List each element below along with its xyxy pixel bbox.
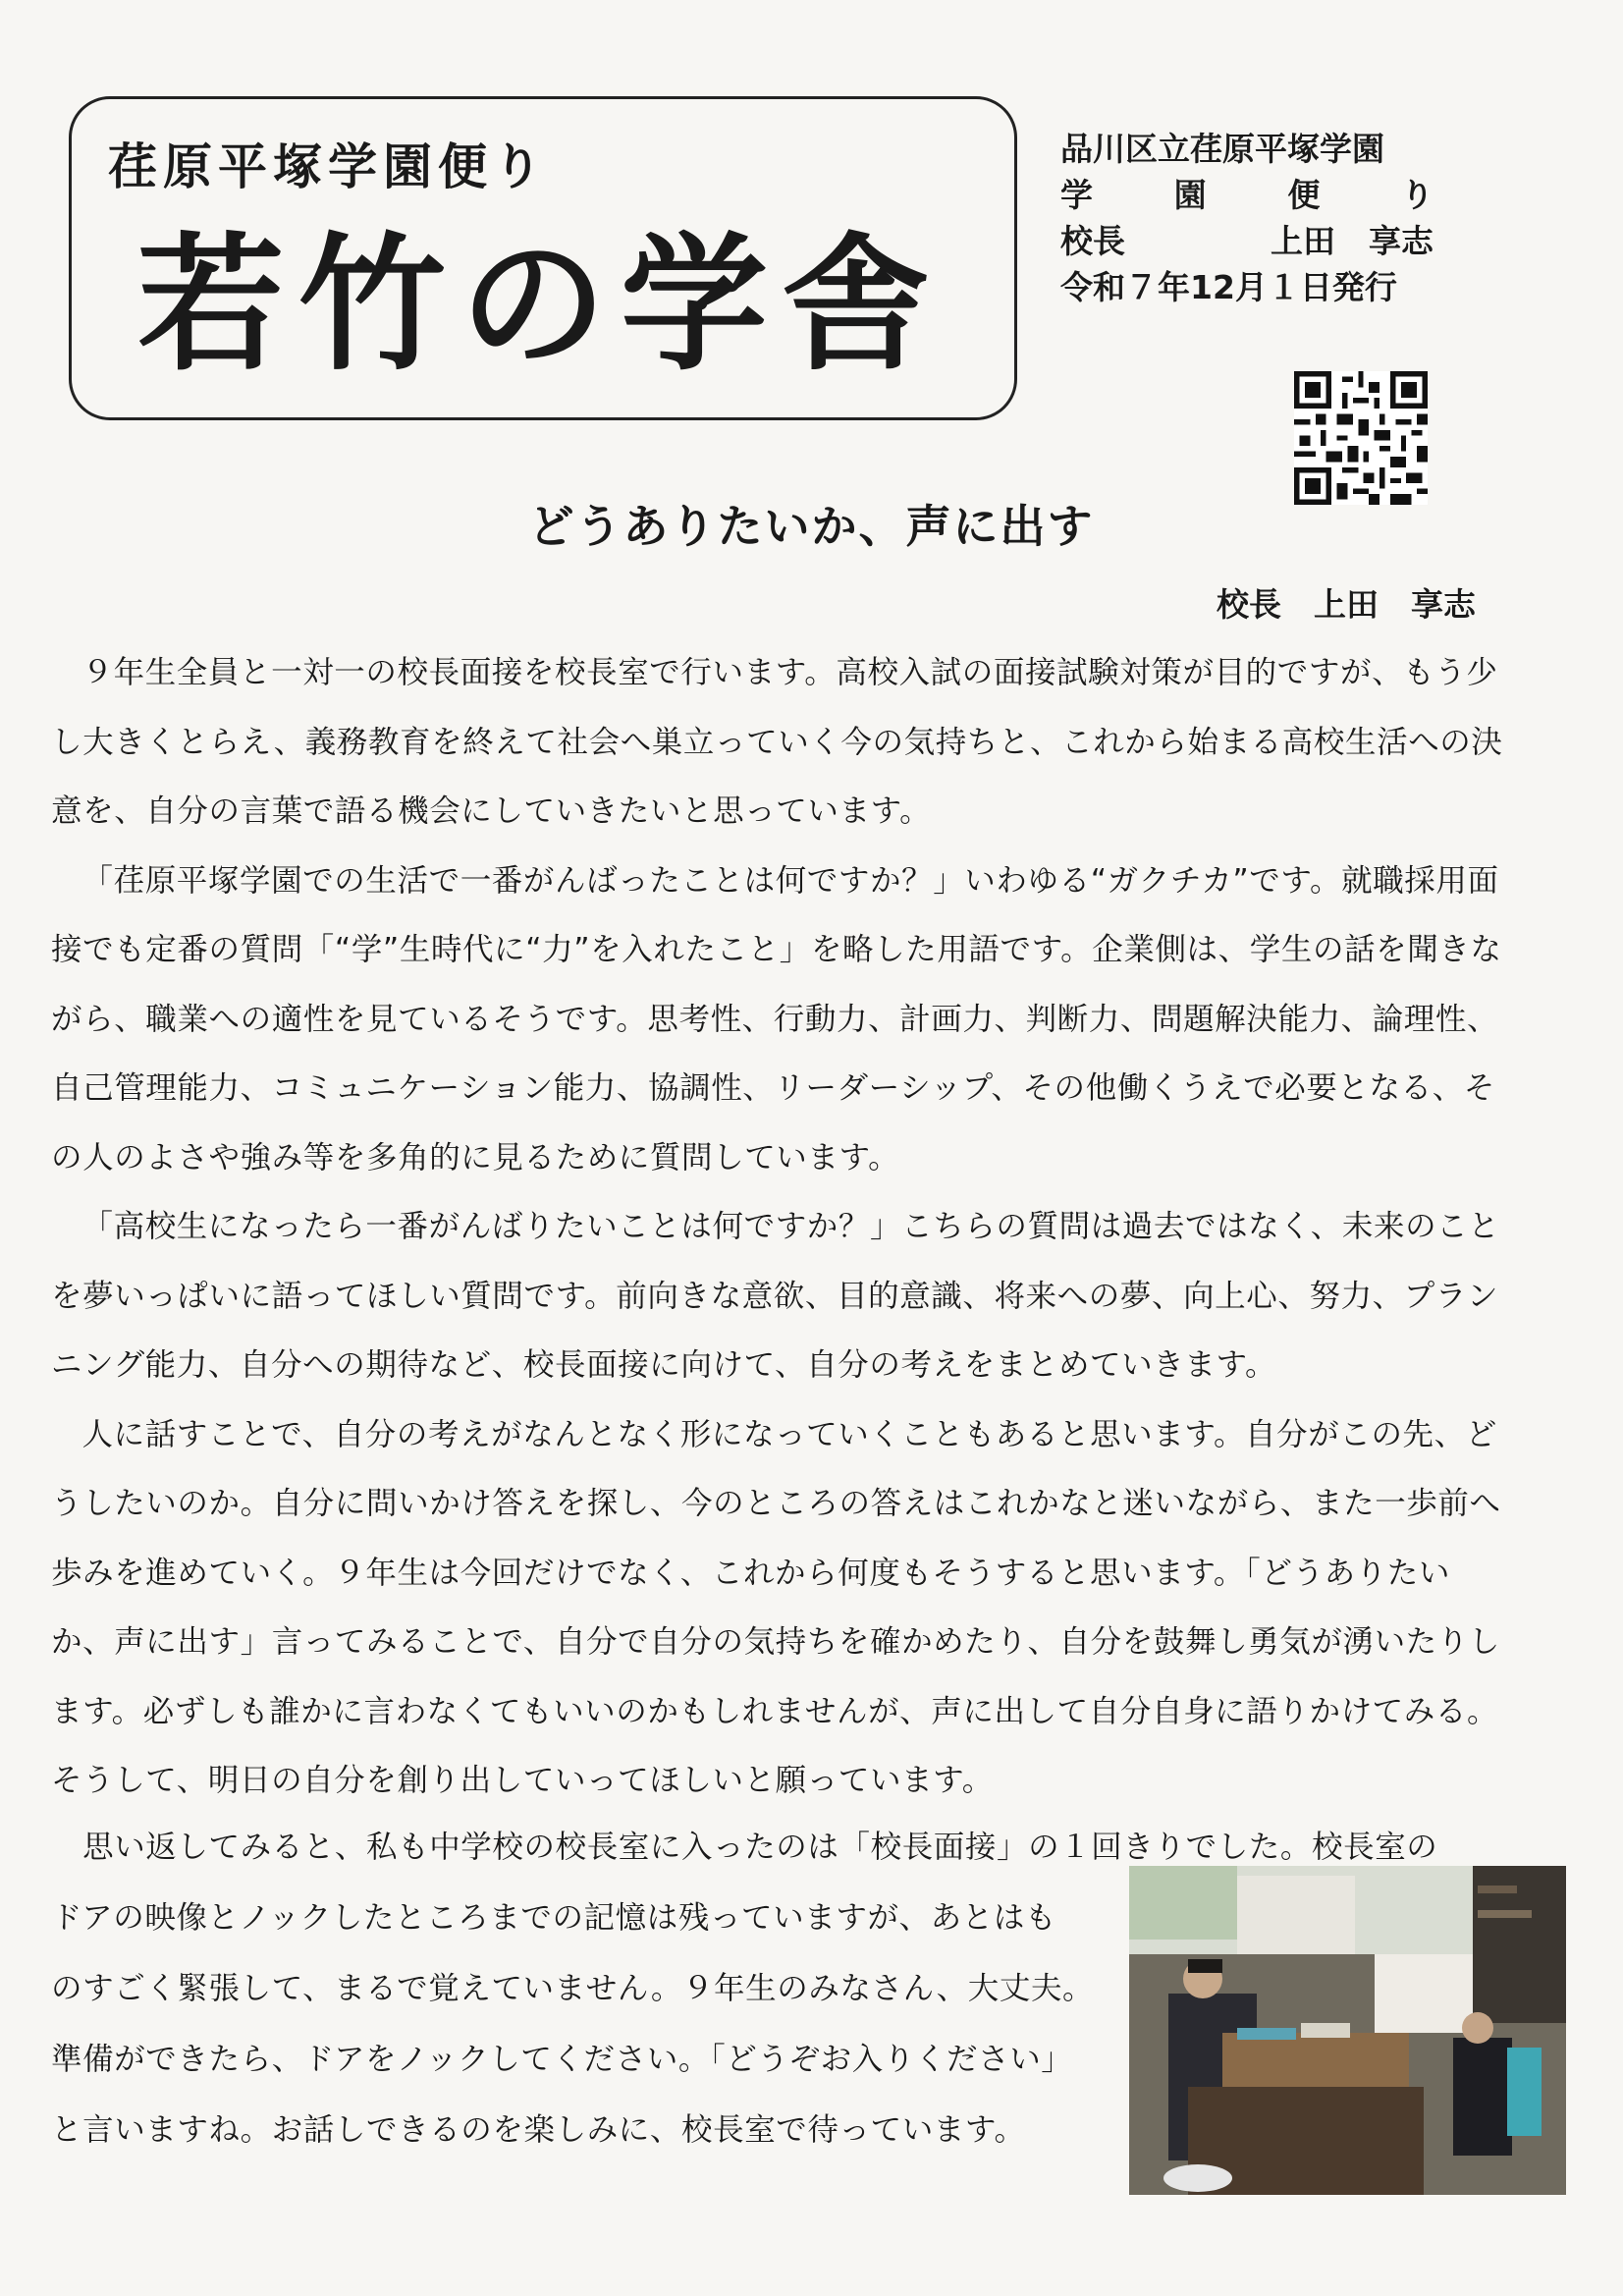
newsletter-char: り xyxy=(1400,176,1434,214)
principal-office-interview-photo xyxy=(1129,1866,1566,2195)
qr-code-icon[interactable] xyxy=(1294,371,1428,505)
newsletter-label xyxy=(1060,172,1434,218)
newsletter-char: 園 xyxy=(1173,176,1207,214)
masthead-title: 若竹の学舎 xyxy=(137,218,944,391)
article-body xyxy=(51,638,1509,1816)
closing-line: のすごく緊張して、まるで覚えていません。９年生のみなさん、大丈夫。 xyxy=(51,1971,1095,2006)
paragraph: 人に話すことで、自分の考えがなんとなく形になっていくこともあると思います。自分がこの先、どうしたいのか。自分に問いかけ答えを探し、今のところの答えはこれかなと迷いながら、また一歩前へ歩みを進めていく。９年生は今回だけでなく、これから何度もそうすると思います。「どうありたいか、声に出す」言ってみることで、自分で自分の気持ちを確かめたり、自分を鼓舞し勇気が湧いたりします。必ずしも誰かに言わなくてもいいのかもしれませんが、声に出して自分自身に語りかけてみる。そうして、明日の自分を創り出していってほしいと願っています。 xyxy=(51,1416,1501,1798)
paragraph: 「高校生になったら一番がんばりたいことは何ですか？」こちらの質問は過去ではなく、未来のことを夢いっぱいに語ってほしい質問です。前向きな意欲、目的意識、将来への夢、向上心、努力、プランニング能力、自分への期待など、校長面接に向けて、自分の考えをまとめていきます。 xyxy=(51,1209,1500,1383)
newsletter-char: 学 xyxy=(1060,176,1093,214)
paragraph: 「荏原平塚学園での生活で一番がんばったことは何ですか？」いわゆる“ガクチカ”です。就職採用面接でも定番の質問「“学”生時代に“力”を入れたこと」を略した用語です。企業側は、学生の話を聞きながら、職業への適性を見ているそうです。思考性、行動力、計画力、判断力、問題解決能力、論理性、自己管理能力、コミュニケーション能力、協調性、リーダーシップ、その他働くうえで必要となる、その人のよさや強み等を多角的に見るために質問しています。 xyxy=(51,862,1502,1175)
masthead-subtitle: 荏原平塚学園便り xyxy=(108,137,548,195)
closing-line: 準備ができたら、ドアをノックしてください。「どうぞお入りください」 xyxy=(51,2042,1073,2077)
issue-date: 令和７年12月１日発行 xyxy=(1060,268,1397,306)
paragraph: ９年生全員と一対一の校長面接を校長室で行います。高校入試の面接試験対策が目的ですが、もう少し大きくとらえ、義務教育を終えて社会へ巣立っていく今の気持ちと、これから始まる高校生活への決意を、自分の言葉で語る機会にしていきたいと思っています。 xyxy=(51,655,1503,829)
school-name: 品川区立荏原平塚学園 xyxy=(1060,130,1384,168)
newsletter-char: 便 xyxy=(1287,176,1321,214)
closing-line: 思い返してみると、私も中学校の校長室に入ったのは「校長面接」の１回きりでした。校長室の xyxy=(51,1830,1438,1865)
closing-line: と言いますね。お話しできるのを楽しみに、校長室で待っています。 xyxy=(51,2112,1026,2148)
principal-title: 校長 xyxy=(1060,222,1125,260)
principal-line xyxy=(1060,218,1434,264)
closing-line: ドアの映像とノックしたところまでの記憶は残っていますが、あとはも xyxy=(51,1900,1057,1936)
article-author: 校長 上田 享志 xyxy=(1217,585,1476,624)
article-headline: どうありたいか、声に出す xyxy=(528,500,1095,553)
publisher-info xyxy=(1060,126,1434,310)
principal-given-name: 享志 xyxy=(1369,222,1434,260)
principal-surname: 上田 xyxy=(1271,222,1335,260)
